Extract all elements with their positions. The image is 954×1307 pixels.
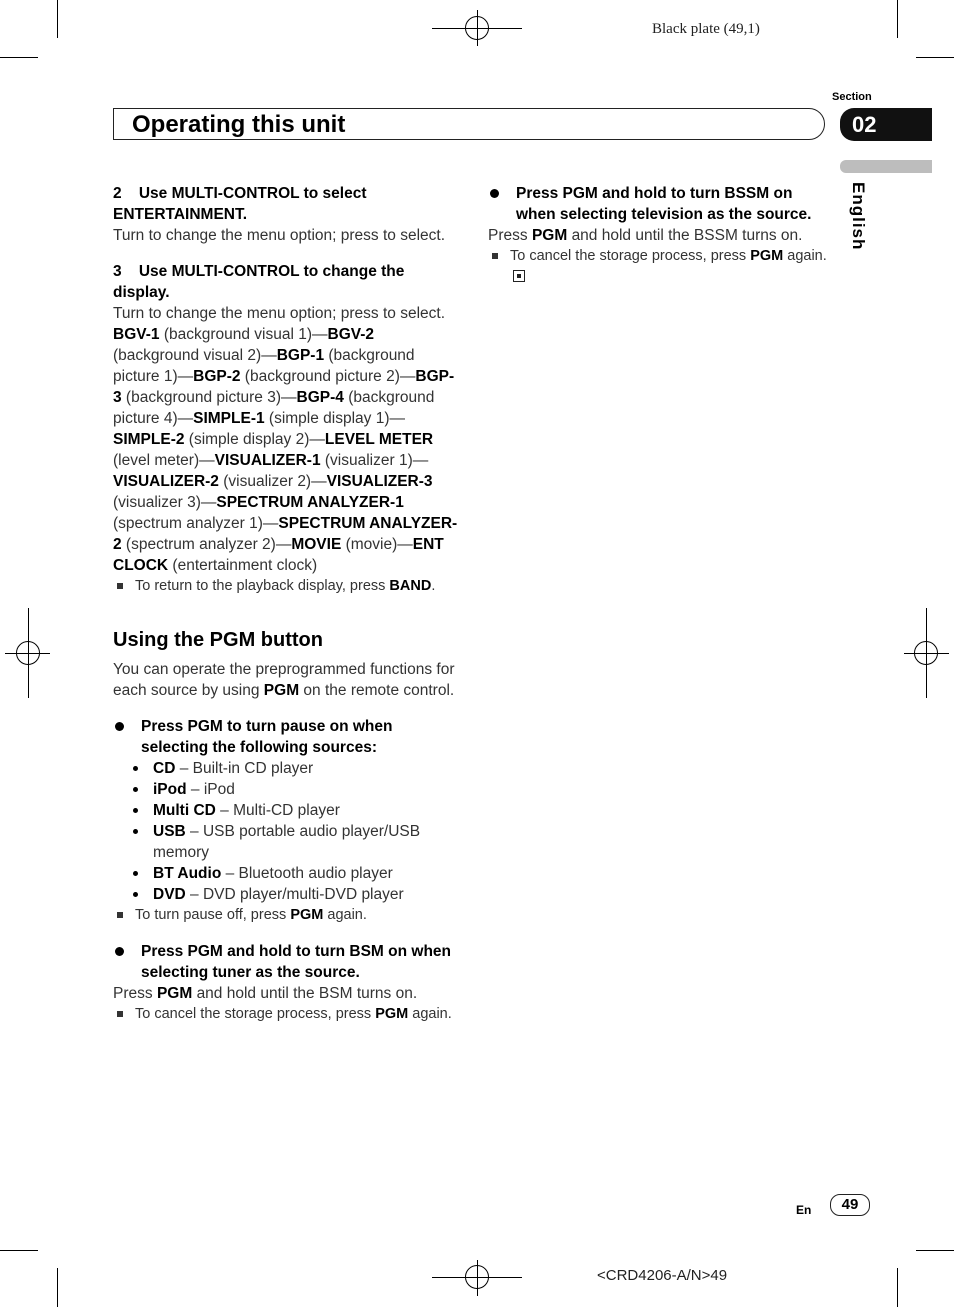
option-desc: (background picture 1) (113, 347, 415, 385)
note-square-icon (117, 583, 123, 589)
option-key: BGV-1 (113, 326, 160, 343)
pause-note: To turn pause off, press PGM again. (113, 905, 458, 926)
display-options-list: BGV-1 (background visual 1)—BGV-2 (background visual 2)—BGP-1 (background picture 1)—BGP-2 (background picture 2)—BGP-3 (background picture 3)—BGP-4 (background picture 4)—SIMPLE-1 (simple display 1)—SIMPLE-2 (simple display 2)—LEVEL METER (level meter)—VISUALIZER-1 (visualizer 1)—VISUALIZER-2 (visualizer 2)—VISUALIZER-3 (visualizer 3)—SPECTRUM ANALYZER-1 (spectrum analyzer 1)—SPECTRUM ANALYZER-2 (spectrum analyzer 2)—MOVIE (movie)—ENT CLOCK (entertainment clock) (113, 326, 458, 574)
source-item (113, 863, 458, 884)
step-2-text: Turn to change the menu option; press to select. (113, 227, 446, 244)
option-key: VISUALIZER-2 (113, 473, 219, 490)
bsm-text: Press PGM and hold until the BSM turns on. (113, 985, 418, 1002)
source-key: USB (153, 823, 186, 840)
option-key: ENT CLOCK (113, 536, 444, 574)
note-square-icon (492, 253, 498, 259)
bullet-icon (133, 829, 138, 834)
pgm-intro: You can operate the preprogrammed functions for each source by using PGM on the remote control. (113, 661, 455, 699)
option-key: SPECTRUM ANALYZER-2 (113, 515, 458, 553)
option-desc: (background picture 4) (113, 389, 435, 427)
option-key: SIMPLE-2 (113, 431, 185, 448)
bullet-dot-icon (115, 722, 124, 731)
option-key: BGP-2 (193, 368, 241, 385)
option-key: SPECTRUM ANALYZER-1 (216, 494, 404, 511)
source-desc: – DVD player/multi-DVD player (185, 886, 404, 903)
bullet-dot-icon (490, 189, 499, 198)
title-bar (113, 108, 825, 140)
pgm-section-heading: Using the PGM button (113, 629, 323, 651)
section-label: Section (832, 91, 872, 103)
document-code: <CRD4206-A/N>49 (597, 1267, 728, 1284)
bullet-icon (133, 787, 138, 792)
option-desc: (level meter) (113, 452, 200, 469)
bullet-dot-icon (115, 947, 124, 956)
step-3-heading: 3 Use MULTI-CONTROL to change the display. (113, 263, 405, 301)
crop-mark (57, 1268, 58, 1307)
bsm-heading: Press PGM and hold to turn BSM on when selecting tuner as the source. (113, 941, 458, 983)
option-key: MOVIE (291, 536, 342, 553)
crop-mark (897, 0, 898, 38)
option-desc: (background visual 2) (113, 347, 262, 364)
source-key: DVD (153, 886, 186, 903)
plate-label: Black plate (49,1) (652, 21, 760, 37)
source-item (113, 821, 458, 863)
crop-mark (916, 1250, 954, 1251)
option-key: VISUALIZER-1 (214, 452, 321, 469)
option-key: SIMPLE-1 (193, 410, 265, 427)
bullet-icon (133, 766, 138, 771)
note-square-icon (117, 912, 123, 918)
source-desc: – Built-in CD player (175, 760, 314, 777)
bullet-icon (133, 808, 138, 813)
source-item (113, 800, 458, 821)
crop-mark (0, 57, 38, 58)
language-tab: English (849, 182, 868, 251)
source-key: iPod (153, 781, 187, 798)
source-desc: – Multi-CD player (215, 802, 340, 819)
sources-list (113, 758, 458, 905)
option-desc: (visualizer 2) (218, 473, 312, 490)
option-key: BGP-4 (296, 389, 344, 406)
section-tab (840, 160, 932, 173)
registration-mark (16, 641, 40, 665)
crop-mark (897, 1268, 898, 1307)
source-desc: – Bluetooth audio player (221, 865, 393, 882)
bssm-note: To cancel the storage process, press PGM again. (488, 246, 833, 288)
option-desc: (movie) (341, 536, 398, 553)
option-desc: (simple display 2) (184, 431, 310, 448)
option-key: VISUALIZER-3 (326, 473, 433, 490)
bullet-icon (133, 871, 138, 876)
registration-mark (914, 641, 938, 665)
note-square-icon (117, 1011, 123, 1017)
source-key: Multi CD (153, 802, 216, 819)
source-item (113, 884, 458, 905)
source-item (113, 779, 458, 800)
source-desc: – USB portable audio player/USB memory (153, 823, 421, 861)
option-desc: (background picture 3) (121, 389, 282, 406)
source-key: BT Audio (153, 865, 222, 882)
option-key: BGV-2 (327, 326, 375, 343)
page-title: Operating this unit (132, 111, 346, 138)
step-2-heading: 2 Use MULTI-CONTROL to select ENTERTAINMENT. (113, 185, 367, 223)
option-desc: (background picture 2) (240, 368, 400, 385)
crop-mark (916, 57, 954, 58)
left-column (113, 183, 458, 1025)
bssm-heading: Press PGM and hold to turn BSSM on when selecting television as the source. (488, 183, 833, 225)
registration-mark (465, 1265, 489, 1289)
option-desc: (visualizer 3) (113, 494, 201, 511)
option-desc: (simple display 1) (264, 410, 390, 427)
registration-mark (465, 16, 489, 40)
right-column (488, 183, 833, 288)
bssm-text: Press PGM and hold until the BSSM turns on. (488, 227, 803, 244)
crop-mark (0, 1250, 38, 1251)
bullet-icon (133, 892, 138, 897)
end-mark-icon (513, 270, 525, 282)
language-code: En (796, 1203, 812, 1217)
option-desc: (spectrum analyzer 1) (113, 515, 263, 532)
source-item (113, 758, 458, 779)
note-return: To return to the playback display, press BAND. (113, 576, 458, 597)
source-key: CD (153, 760, 176, 777)
option-key: LEVEL METER (324, 431, 434, 448)
crop-mark (57, 0, 58, 38)
option-desc: (visualizer 1) (320, 452, 413, 469)
page-number: 49 (830, 1194, 870, 1216)
option-desc: (spectrum analyzer 2) (121, 536, 276, 553)
bsm-note: To cancel the storage process, press PGM again. (113, 1004, 458, 1025)
pause-heading: Press PGM to turn pause on when selecting the following sources: (113, 716, 458, 758)
option-key: BGP-1 (276, 347, 325, 364)
source-desc: – iPod (186, 781, 235, 798)
option-desc: (entertainment clock) (168, 557, 318, 574)
step-3-text: Turn to change the menu option; press to select. (113, 305, 446, 322)
option-desc: (background visual 1) (159, 326, 313, 343)
section-number: 02 (840, 108, 932, 141)
option-key: BGP-3 (113, 368, 455, 406)
